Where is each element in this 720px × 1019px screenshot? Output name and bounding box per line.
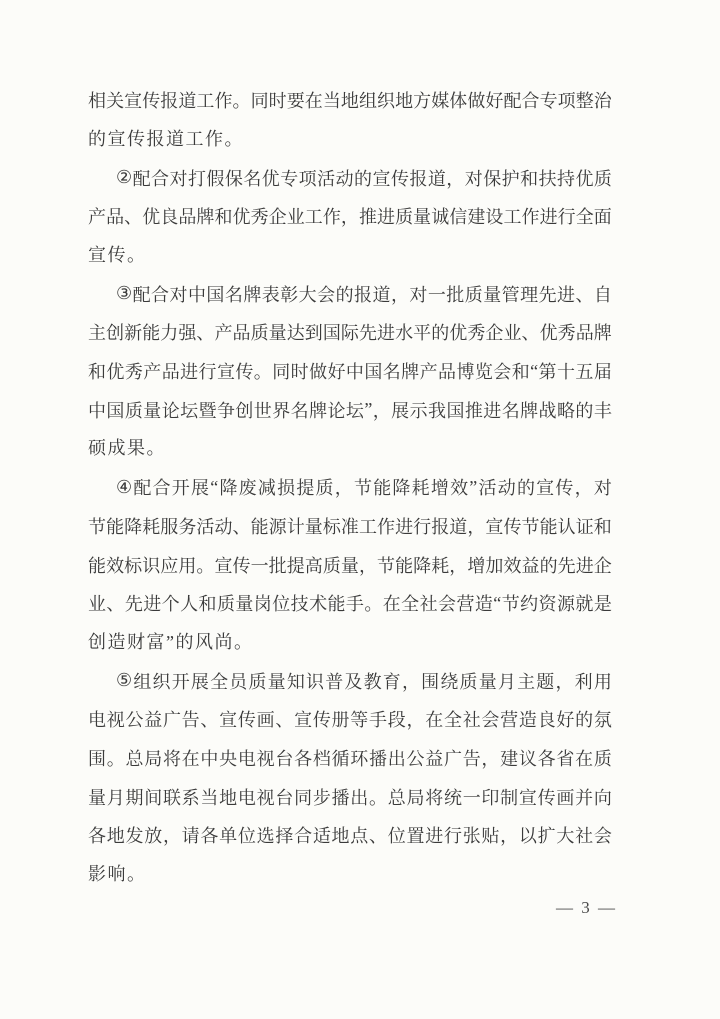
text-line: 中 国 质 量 论 坛 暨 争 创 世 界 名 牌 论 坛 ” ， 展 示 我 国 推 进 名 牌 战 略 的 丰 [88,399,612,421]
text-line: 主 创 新 能 力 强 、 产 品 质 量 达 到 国 际 先 进 水 平 的 优 秀 企 业 、 优 秀 品 牌 [88,323,612,344]
text-line: 各 地 发 放 ， 请 各 单 位 选 择 合 适 地 点 、 位 置 进 行 张 贴 ， 以 扩 大 社 会 [88,826,612,847]
text-line: 能 效 标 识 应 用 。 宣 传 一 批 提 高 质 量 ， 节 能 降 耗 ， 增 加 效 益 的 先 进 企 [88,555,612,576]
text-line: 电 视 公 益 广 告 、 宣 传 画 、 宣 传 册 等 手 段 ， 在 全 社 会 营 造 良 好 的 氛 [88,710,612,731]
text-line: 围 。 总 局 将 在 中 央 电 视 台 各 档 循 环 播 出 公 益 广 告 ， 建 议 各 省 在 质 [88,749,612,770]
text-line: 的宣传报道工作。 [88,128,244,149]
paragraph-continued [88,81,612,158]
document-body [88,81,612,893]
text-line: 宣传。 [88,244,147,265]
text-line: 和 优 秀 产 品 进 行 宣 传 。 同 时 做 好 中 国 名 牌 产 品 博 览 会 和 “ 第 十 五 届 [88,360,612,383]
text-line: 创造财富”的风尚。 [88,631,254,652]
paragraph-item-2 [88,158,612,274]
text-line: ⑤ 组 织 开 展 全 员 质 量 知 识 普 及 教 育 ， 围 绕 质 量 月 主 题 ， 利 用 [116,670,612,692]
text-line: 影响。 [88,863,147,884]
text-line: 硕成果。 [88,438,166,459]
text-line: 产 品 、 优 良 品 牌 和 优 秀 企 业 工 作 ， 推 进 质 量 诚 信 建 设 工 作 进 行 全 面 [88,207,612,228]
text-line: 节 能 降 耗 服 务 活 动 、 能 源 计 量 标 准 工 作 进 行 报 道 ， 宣 传 节 能 认 证 和 [88,516,612,537]
paragraph-item-3 [88,274,612,467]
text-line: ② 配 合 对 打 假 保 名 优 专 项 活 动 的 宣 传 报 道 ， 对 保 护 和 扶 持 优 质 [116,167,612,189]
text-line: 量 月 期 间 联 系 当 地 电 视 台 同 步 播 出 。 总 局 将 统 一 印 制 宣 传 画 并 向 [88,787,612,808]
page-number: — 3 — [556,898,617,917]
text-line: ③ 配 合 对 中 国 名 牌 表 彰 大 会 的 报 道 ， 对 一 批 质 量 管 理 先 进 、 自 [116,283,612,305]
paragraph-item-4 [88,468,612,661]
text-line: 业 、 先 进 个 人 和 质 量 岗 位 技 术 能 手 。 在 全 社 会 营 造 “ 节 约 资 源 就 是 [88,592,612,615]
text-line: 相 关 宣 传 报 道 工 作 。 同 时 要 在 当 地 组 织 地 方 媒 体 做 好 配 合 专 项 整 治 [88,91,612,112]
paragraph-item-5 [88,661,612,893]
text-line: ④ 配 合 开 展 “ 降 废 减 损 提 质 ， 节 能 降 耗 增 效 ” 活 动 的 宣 传 ， 对 [116,476,612,499]
